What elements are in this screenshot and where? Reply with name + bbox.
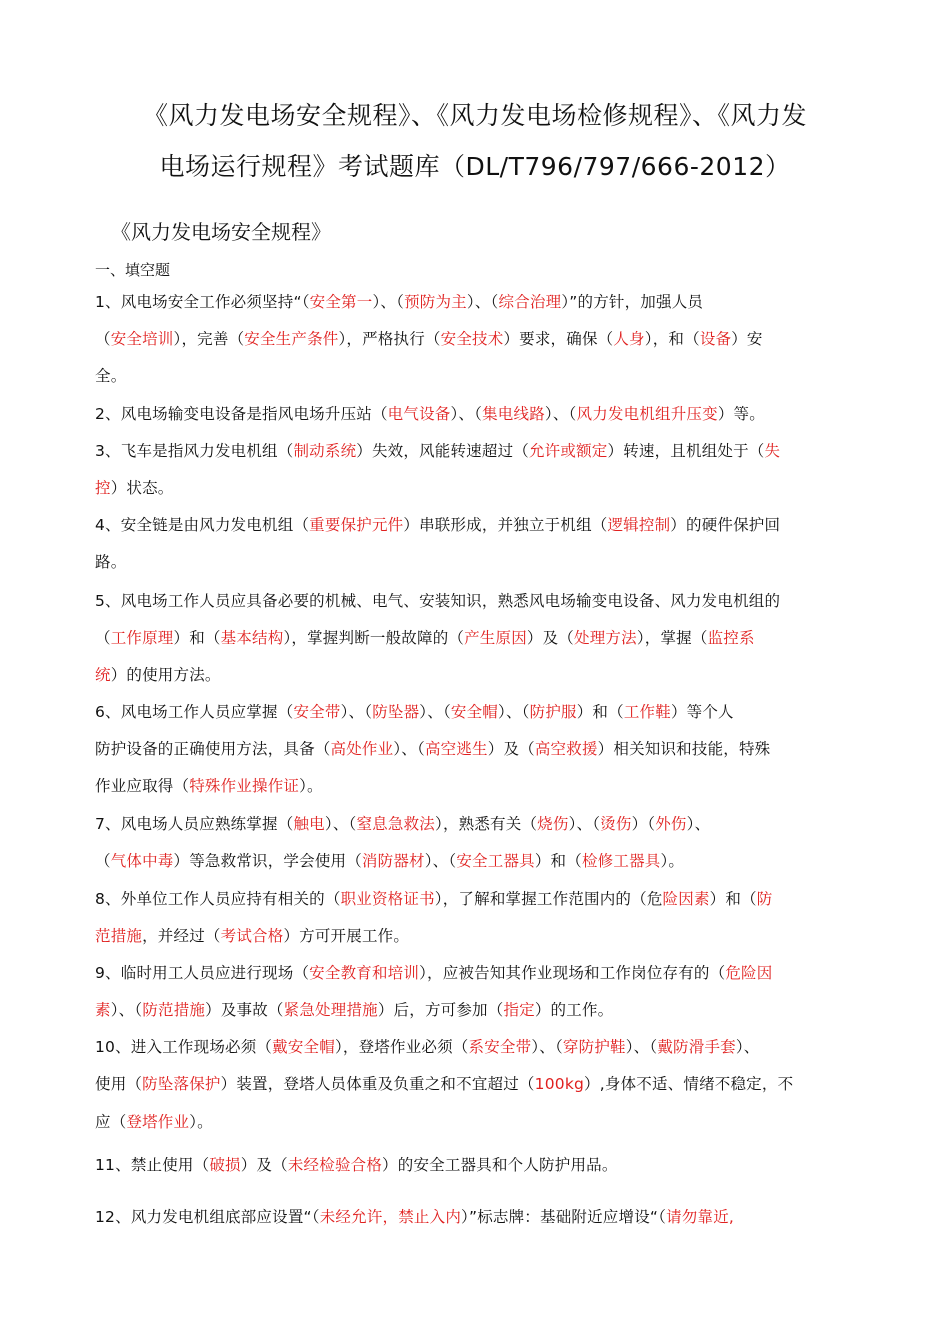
answer-text: 范措施 — [95, 927, 143, 945]
question-text: ）、（ — [393, 740, 425, 758]
answer-text: 高空逃生 — [424, 740, 488, 758]
question-text: 7、风电场人员应熟练掌握（ — [95, 815, 294, 833]
question-text: ）的硬件保护回 — [670, 516, 781, 534]
answer-text: 烫伤 — [600, 815, 632, 833]
answer-text: 窒息急救法 — [356, 815, 435, 833]
question-text: ）的安全工器具和个人防护用品。 — [382, 1156, 618, 1174]
question-text: ）等。 — [717, 405, 765, 423]
question-line — [95, 1035, 760, 1057]
answer-text: 逻辑控制 — [607, 516, 671, 534]
question-line — [95, 402, 765, 424]
answer-text: 工作鞋 — [623, 703, 671, 721]
question-text: ）。 — [660, 852, 685, 870]
question-text: ）安 — [731, 330, 763, 348]
question-text: ）,身体不适、情绪不稳定，不 — [584, 1075, 794, 1093]
question-line — [95, 327, 763, 349]
answer-text: 安全带 — [293, 703, 341, 721]
answer-text: 基本结构 — [220, 629, 284, 647]
question-text: 全。 — [95, 367, 127, 385]
question-text: ）”标志牌：基础附近应增设“（ — [461, 1208, 667, 1226]
answer-text: 集电线路 — [482, 405, 545, 423]
question-line — [95, 439, 780, 461]
answer-text: 请勿靠近, — [666, 1208, 735, 1226]
answer-text: 素 — [95, 1001, 111, 1019]
question-text: ）和（ — [576, 703, 624, 721]
question-text: ）、（ — [450, 405, 483, 423]
question-text: 作业应取得（ — [95, 777, 190, 795]
question-text: ）及（ — [526, 629, 575, 647]
question-line — [95, 550, 126, 572]
question-line — [95, 290, 703, 312]
answer-text: 处理方法 — [574, 629, 637, 647]
question-text: ）、（ — [424, 852, 457, 870]
question-text: 11、禁止使用（ — [95, 1156, 210, 1174]
question-line — [95, 476, 174, 498]
question-line — [95, 1205, 734, 1227]
answer-text: 人身 — [613, 330, 645, 348]
answer-text: 安全教育和培训 — [309, 964, 420, 982]
answer-text: 戴安全帽 — [272, 1038, 335, 1056]
question-text: ）、（ — [340, 703, 373, 721]
answer-text: 气体中毒 — [110, 852, 174, 870]
answer-text: 防坠器 — [372, 703, 420, 721]
answer-text: 100kg — [534, 1075, 585, 1093]
answer-text: 消防器材 — [361, 852, 425, 870]
document-title-line-2: 电场运行规程》考试题库（DL/T796/797/666-2012） — [159, 152, 791, 181]
question-text: ）等急救常识，学会使用（ — [173, 852, 362, 870]
question-text: ）、（ — [625, 1038, 658, 1056]
question-text: 使用（ — [95, 1075, 143, 1093]
question-text: ），应被告知其作业现场和工作岗位存有的（ — [419, 964, 726, 982]
answer-text: 设备 — [699, 330, 732, 348]
answer-text: 重要保护元件 — [309, 516, 404, 534]
question-text: ）、（ — [544, 405, 577, 423]
question-text: ）失效，风能转速超过（ — [356, 442, 529, 460]
question-line — [95, 663, 221, 685]
question-line — [95, 589, 780, 611]
question-text: ），完善（ — [173, 330, 245, 348]
answer-text: 预防为主 — [404, 293, 467, 311]
answer-text: 未经允许，禁止入内 — [319, 1208, 462, 1226]
question-text: ）等个人 — [670, 703, 734, 721]
question-line — [95, 849, 684, 871]
question-text: ）装置，登塔人员体重及负重之和不宜超过（ — [220, 1075, 535, 1093]
question-text: 4、安全链是由风力发电机组（ — [95, 516, 310, 534]
question-text: 9、临时用工人员应进行现场（ — [95, 964, 310, 982]
answer-text: 安全生产条件 — [244, 330, 339, 348]
question-line — [95, 1072, 793, 1094]
question-text: 应（ — [95, 1113, 127, 1131]
question-line — [95, 737, 770, 759]
question-text: ）、（ — [498, 703, 530, 721]
question-text: ）。 — [299, 777, 323, 795]
answer-text: 系安全带 — [468, 1038, 532, 1056]
question-text: ）及事故（ — [205, 1001, 284, 1019]
question-line — [95, 1153, 618, 1175]
question-line — [95, 887, 772, 909]
question-text: ）”的方针，加强人员 — [561, 293, 704, 311]
answer-text: 安全第一 — [309, 293, 373, 311]
answer-text: 综合治理 — [498, 293, 562, 311]
question-text: ）、（ — [419, 703, 451, 721]
question-text: ）及（ — [240, 1156, 288, 1174]
question-text: ）、（ — [110, 1001, 143, 1019]
question-text: ）和（ — [534, 852, 582, 870]
question-text: 路。 — [95, 553, 127, 571]
answer-text: 紧急处理措施 — [283, 1001, 378, 1019]
answer-text: 外伤 — [655, 815, 687, 833]
question-line — [95, 774, 323, 796]
answer-text: 失 — [764, 442, 781, 460]
question-text: ）的使用方法。 — [110, 666, 221, 684]
question-line — [95, 961, 772, 983]
answer-text: 监控系 — [707, 629, 755, 647]
question-text: ）及（ — [487, 740, 535, 758]
question-text: 防护设备的正确使用方法，具备（ — [95, 740, 331, 758]
answer-text: 统 — [95, 666, 111, 684]
question-text: ）、 — [686, 815, 711, 833]
question-text: ）、（ — [531, 1038, 563, 1056]
answer-text: 防范措施 — [142, 1001, 206, 1019]
question-text: ）相关知识和技能，特殊 — [597, 740, 771, 758]
answer-text: 险因素 — [662, 890, 710, 908]
answer-text: 安全帽 — [450, 703, 499, 721]
question-text: ，并经过（ — [142, 927, 221, 945]
answer-text: 防坠落保护 — [142, 1075, 221, 1093]
answer-text: 指定 — [503, 1001, 535, 1019]
question-text: ）和（ — [173, 629, 221, 647]
question-line — [95, 998, 613, 1020]
answer-text: 职业资格证书 — [340, 890, 435, 908]
question-text: （ — [95, 629, 111, 647]
question-text: ），和（ — [644, 330, 700, 348]
answer-text: 控 — [95, 479, 111, 497]
document-title-line-1: 《风力发电场安全规程》、《风力发电场检修规程》、《风力发 — [142, 101, 807, 130]
question-text: ）方可开展工作。 — [283, 927, 410, 945]
question-text: ）和（ — [709, 890, 757, 908]
question-text: ）转速，且机组处于（ — [607, 442, 765, 460]
question-text: ）、（ — [466, 293, 499, 311]
question-text: ）的工作。 — [534, 1001, 614, 1019]
answer-text: 防 — [756, 890, 773, 908]
answer-text: 风力发电机组升压变 — [576, 405, 718, 423]
answer-text: 检修工器具 — [581, 852, 661, 870]
question-line — [95, 812, 710, 834]
question-text: ），严格执行（ — [338, 330, 441, 348]
answer-text: 登塔作业 — [126, 1113, 190, 1131]
question-text: ）（ — [631, 815, 656, 833]
question-line — [95, 700, 734, 722]
answer-text: 产生原因 — [464, 629, 527, 647]
answer-text: 戴防滑手套 — [657, 1038, 736, 1056]
question-text: ），掌握（ — [636, 629, 708, 647]
question-text: 1、风电场安全工作必须坚持“（ — [95, 293, 310, 311]
question-text: ），登塔作业必须（ — [334, 1038, 469, 1056]
answer-text: 破损 — [209, 1156, 241, 1174]
answer-text: 穿防护鞋 — [562, 1038, 626, 1056]
answer-text: 电气设备 — [387, 405, 451, 423]
question-text: ）、 — [735, 1038, 760, 1056]
answer-text: 安全培训 — [110, 330, 174, 348]
answer-text: 未经检验合格 — [287, 1156, 383, 1174]
question-text: 2、风电场输变电设备是指风电场升压站（ — [95, 405, 388, 423]
question-text: ）。 — [189, 1113, 213, 1131]
answer-text: 危险因 — [725, 964, 773, 982]
question-text: ）串联形成，并独立于机组（ — [403, 516, 608, 534]
question-text: （ — [95, 330, 111, 348]
answer-text: 安全技术 — [440, 330, 504, 348]
question-text: ）、（ — [372, 293, 405, 311]
question-text: ）要求，确保（ — [503, 330, 614, 348]
answer-text: 烧伤 — [537, 815, 569, 833]
question-text: 6、风电场工作人员应掌握（ — [95, 703, 294, 721]
question-text: ）状态。 — [110, 479, 174, 497]
question-line — [95, 1110, 213, 1132]
question-line — [95, 513, 780, 535]
section-subtitle: 《风力发电场安全规程》 — [111, 220, 331, 244]
question-text: 5、风电场工作人员应具备必要的机械、电气、安装知识，熟悉风电场输变电设备、风力发电机组的 — [95, 592, 781, 610]
question-text: ）、（ — [324, 815, 357, 833]
answer-text: 制动系统 — [293, 442, 357, 460]
question-text: 8、外单位工作人员应持有相关的（ — [95, 890, 341, 908]
question-text: ），了解和掌握工作范围内的（危 — [434, 890, 663, 908]
answer-text: 高空救援 — [534, 740, 598, 758]
question-text: 12、风力发电机组底部应设置“（ — [95, 1208, 320, 1226]
question-line — [95, 364, 126, 386]
answer-text: 允许或额定 — [528, 442, 608, 460]
question-line — [95, 626, 755, 648]
answer-text: 安全工器具 — [456, 852, 535, 870]
answer-text: 工作原理 — [110, 629, 174, 647]
answer-text: 防护服 — [529, 703, 577, 721]
question-text: 10、进入工作现场必须（ — [95, 1038, 273, 1056]
answer-text: 触电 — [293, 815, 325, 833]
answer-text: 高处作业 — [330, 740, 394, 758]
question-text: ），熟悉有关（ — [435, 815, 538, 833]
question-text: ），掌握判断一般故障的（ — [283, 629, 465, 647]
answer-text: 考试合格 — [220, 927, 284, 945]
answer-text: 特殊作业操作证 — [189, 777, 300, 795]
question-text: 3、飞车是指风力发电机组（ — [95, 442, 294, 460]
question-text: （ — [95, 852, 111, 870]
question-line — [95, 924, 409, 946]
section-heading: 一、填空题 — [95, 261, 171, 279]
question-text: ）后，方可参加（ — [377, 1001, 504, 1019]
question-text: ）、（ — [568, 815, 601, 833]
